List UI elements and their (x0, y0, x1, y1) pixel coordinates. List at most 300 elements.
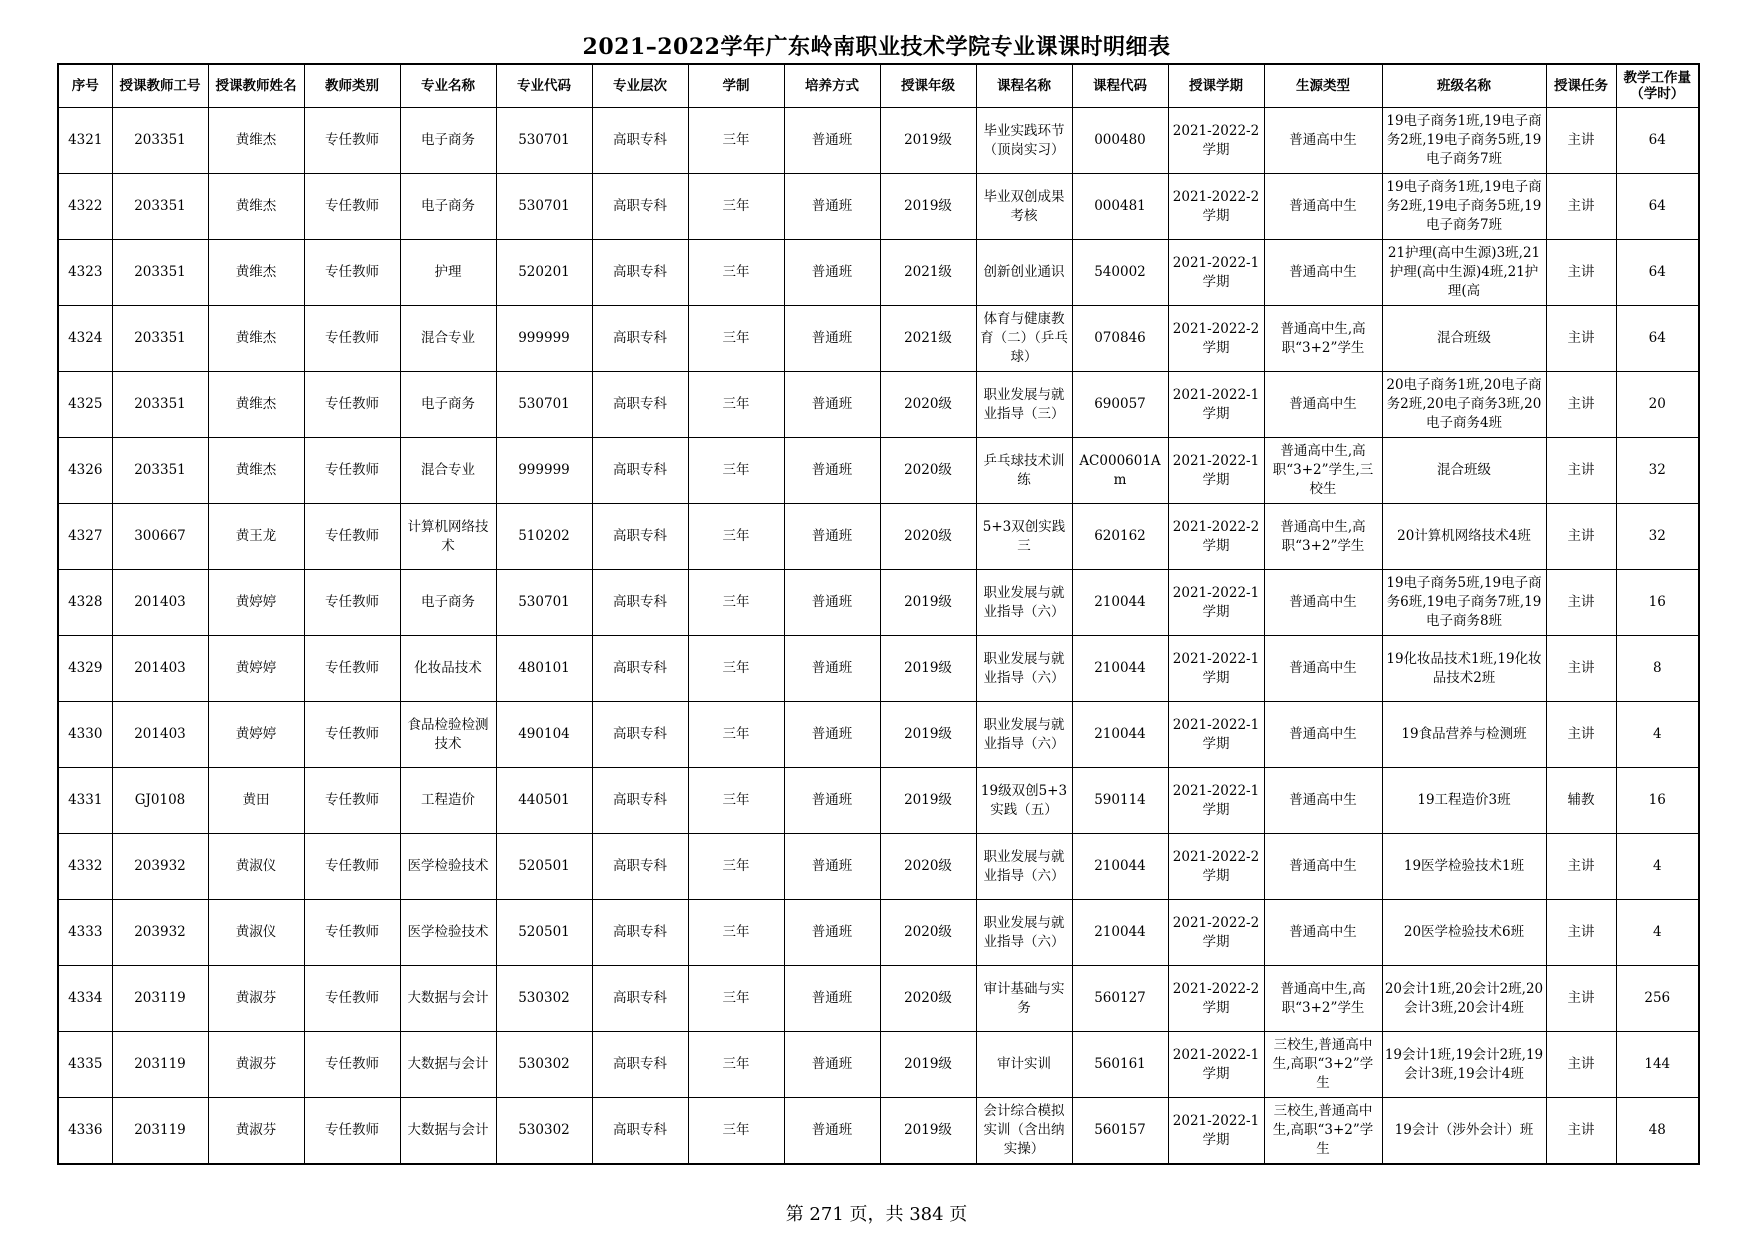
cell-text: 高职专科 (613, 594, 667, 610)
table-cell (976, 306, 1072, 372)
cell-text: 510202 (518, 528, 570, 544)
cell-text: 主讲 (1567, 990, 1595, 1006)
table-cell (304, 570, 400, 636)
table-cell (1546, 570, 1616, 636)
table-cell (112, 966, 208, 1032)
table-cell (1264, 240, 1382, 306)
cell-text: 主讲 (1567, 132, 1595, 148)
cell-text: 普通班 (811, 726, 853, 742)
cell-text: 4333 (68, 924, 103, 940)
cell-text: 2020级 (904, 924, 952, 940)
cell-text: 审计实训 (997, 1056, 1051, 1072)
cell-text: 4335 (68, 1056, 103, 1072)
table-cell (1264, 636, 1382, 702)
table-row (58, 372, 1699, 438)
cell-text: 2021级 (904, 264, 952, 280)
table-cell (58, 900, 112, 966)
table-cell (976, 108, 1072, 174)
table-row (58, 702, 1699, 768)
table-cell (1168, 174, 1264, 240)
cell-text: 4328 (68, 594, 103, 610)
table-cell (976, 1032, 1072, 1098)
cell-text: 电子商务 (421, 396, 475, 412)
cell-text: 专任教师 (325, 990, 379, 1006)
table-cell (592, 504, 688, 570)
table-cell (208, 504, 304, 570)
table-cell (304, 504, 400, 570)
cell-text: 普通班 (811, 462, 853, 478)
course-hours-table (57, 63, 1700, 1165)
table-cell (1382, 438, 1546, 504)
cell-text: 普通班 (811, 924, 853, 940)
cell-text: 普通高中生 (1289, 264, 1357, 280)
table-cell (976, 834, 1072, 900)
cell-text: 201403 (134, 594, 186, 610)
table-cell (592, 1098, 688, 1165)
cell-text: 黄维杰 (235, 330, 277, 346)
column-header: 授课教师工号 (112, 64, 208, 108)
cell-text: 普通班 (811, 132, 853, 148)
table-cell (304, 1032, 400, 1098)
table-cell (304, 306, 400, 372)
column-header: 培养方式 (784, 64, 880, 108)
table-cell (208, 570, 304, 636)
cell-text: 4 (1652, 858, 1662, 874)
table-cell (58, 240, 112, 306)
cell-text: 专任教师 (325, 330, 379, 346)
cell-text: 大数据与会计 (407, 1122, 489, 1138)
cell-text: 主讲 (1567, 528, 1595, 544)
table-cell (688, 966, 784, 1032)
cell-text: 普通高中生,高职“3+2”学生 (1280, 320, 1366, 356)
cell-text: 高职专科 (613, 858, 667, 874)
table-cell (688, 636, 784, 702)
table-cell (400, 108, 496, 174)
cell-text: 会计综合模拟实训（含出纳实操） (983, 1103, 1065, 1157)
cell-text: 203351 (134, 132, 186, 148)
table-cell (976, 570, 1072, 636)
cell-text: 专任教师 (325, 858, 379, 874)
cell-text: 普通高中生,高职“3+2”学生 (1280, 518, 1366, 554)
table-cell (784, 636, 880, 702)
table-cell (1264, 966, 1382, 1032)
table-cell (880, 900, 976, 966)
cell-text: 19化妆品技术1班,19化妆品技术2班 (1386, 650, 1542, 686)
table-cell (1616, 174, 1699, 240)
table-cell (1264, 834, 1382, 900)
table-cell (208, 174, 304, 240)
cell-text: 530302 (518, 1056, 570, 1072)
table-cell (1546, 504, 1616, 570)
cell-text: 普通班 (811, 858, 853, 874)
cell-text: 20会计1班,20会计2班,20会计3班,20会计4班 (1384, 980, 1544, 1016)
table-cell (592, 372, 688, 438)
cell-text: 三年 (722, 594, 750, 610)
table-cell (58, 768, 112, 834)
table-cell (1264, 372, 1382, 438)
column-header: 教师类别 (304, 64, 400, 108)
cell-text: 普通班 (811, 264, 853, 280)
cell-text: 黄淑仪 (235, 858, 277, 874)
table-cell (1382, 504, 1546, 570)
table-cell (208, 306, 304, 372)
cell-text: 64 (1648, 264, 1666, 280)
cell-text: 黄维杰 (235, 198, 277, 214)
table-cell (1264, 108, 1382, 174)
table-cell (1264, 702, 1382, 768)
table-cell (880, 834, 976, 900)
table-cell (496, 438, 592, 504)
cell-text: AC000601Am (1079, 452, 1161, 488)
table-cell (784, 966, 880, 1032)
table-cell (1168, 768, 1264, 834)
table-cell (976, 768, 1072, 834)
cell-text: 主讲 (1567, 264, 1595, 280)
cell-text: 黄淑芬 (235, 1056, 277, 1072)
cell-text: 520501 (518, 858, 570, 874)
table-cell (112, 174, 208, 240)
table-cell (1382, 702, 1546, 768)
table-cell (976, 240, 1072, 306)
cell-text: 540002 (1094, 264, 1146, 280)
table-cell (304, 372, 400, 438)
cell-text: 203351 (134, 396, 186, 412)
cell-text: 2021-2022-2学期 (1172, 320, 1260, 356)
table-cell (304, 636, 400, 702)
table-cell (208, 1032, 304, 1098)
table-cell (400, 900, 496, 966)
table-cell (784, 174, 880, 240)
cell-text: 主讲 (1567, 1056, 1595, 1072)
cell-text: 530302 (518, 1122, 570, 1138)
cell-text: 三年 (722, 990, 750, 1006)
table-cell (592, 834, 688, 900)
cell-text: 电子商务 (421, 132, 475, 148)
table-cell (880, 174, 976, 240)
table-cell (112, 240, 208, 306)
table-cell (688, 174, 784, 240)
table-cell (688, 372, 784, 438)
cell-text: 4322 (68, 198, 103, 214)
table-cell (784, 702, 880, 768)
table-cell (784, 438, 880, 504)
table-cell (496, 636, 592, 702)
table-cell (496, 966, 592, 1032)
cell-text: 专任教师 (325, 594, 379, 610)
table-cell (304, 834, 400, 900)
table-cell (1546, 174, 1616, 240)
table-cell (976, 966, 1072, 1032)
table-cell (208, 372, 304, 438)
cell-text: 620162 (1094, 528, 1146, 544)
cell-text: 审计基础与实务 (983, 980, 1065, 1016)
table-cell (1072, 1098, 1168, 1165)
cell-text: 4326 (68, 462, 103, 478)
table-cell (1072, 768, 1168, 834)
table-cell (1168, 1098, 1264, 1165)
table-cell (976, 438, 1072, 504)
table-cell (592, 768, 688, 834)
table-cell (112, 900, 208, 966)
table-cell (304, 174, 400, 240)
cell-text: 2021-2022-1学期 (1172, 782, 1260, 818)
table-row (58, 1032, 1699, 1098)
table-cell (976, 900, 1072, 966)
cell-text: 210044 (1094, 726, 1146, 742)
cell-text: 16 (1648, 792, 1666, 808)
column-header: 授课任务 (1546, 64, 1616, 108)
table-cell (1264, 504, 1382, 570)
table-cell (304, 108, 400, 174)
table-cell (400, 768, 496, 834)
cell-text: 高职专科 (613, 924, 667, 940)
table-cell (496, 570, 592, 636)
cell-text: 黄淑仪 (235, 924, 277, 940)
column-header: 专业层次 (592, 64, 688, 108)
table-cell (58, 438, 112, 504)
cell-text: 黄婷婷 (235, 726, 277, 742)
table-cell (496, 174, 592, 240)
cell-text: 专任教师 (325, 462, 379, 478)
table-cell (784, 768, 880, 834)
table-cell (112, 306, 208, 372)
cell-text: 2019级 (904, 660, 952, 676)
cell-text: 高职专科 (613, 1056, 667, 1072)
cell-text: 530701 (518, 396, 570, 412)
cell-text: 4330 (68, 726, 103, 742)
cell-text: 2021-2022-2学期 (1172, 980, 1260, 1016)
table-cell (496, 900, 592, 966)
cell-text: 2021级 (904, 330, 952, 346)
table-cell (1264, 174, 1382, 240)
table-cell (58, 966, 112, 1032)
table-cell (880, 702, 976, 768)
cell-text: 辅教 (1567, 792, 1595, 808)
table-cell (688, 1032, 784, 1098)
table-cell (1616, 240, 1699, 306)
table-cell (112, 504, 208, 570)
cell-text: 2019级 (904, 198, 952, 214)
cell-text: 三年 (722, 264, 750, 280)
table-cell (1264, 570, 1382, 636)
cell-text: 专任教师 (325, 396, 379, 412)
cell-text: 210044 (1094, 660, 1146, 676)
cell-text: 203351 (134, 462, 186, 478)
table-cell (112, 438, 208, 504)
table-cell (784, 306, 880, 372)
cell-text: 普通高中生,高职“3+2”学生,三校生 (1272, 443, 1374, 497)
cell-text: 20 (1648, 396, 1666, 412)
table-cell (1072, 1032, 1168, 1098)
cell-text: 203932 (134, 924, 186, 940)
column-header: 生源类型 (1264, 64, 1382, 108)
cell-text: 4325 (68, 396, 103, 412)
cell-text: 三年 (722, 1056, 750, 1072)
cell-text: 203119 (134, 990, 186, 1006)
cell-text: 三年 (722, 462, 750, 478)
table-cell (1072, 108, 1168, 174)
table-cell (1616, 834, 1699, 900)
table-cell (496, 240, 592, 306)
table-cell (1072, 240, 1168, 306)
cell-text: 210044 (1094, 594, 1146, 610)
table-cell (208, 438, 304, 504)
table-cell (592, 570, 688, 636)
table-cell (208, 768, 304, 834)
cell-text: 201403 (134, 660, 186, 676)
table-cell (1546, 834, 1616, 900)
cell-text: 职业发展与就业指导（六） (983, 914, 1065, 950)
column-header: 授课年级 (880, 64, 976, 108)
cell-text: 4 (1652, 924, 1662, 940)
table-cell (784, 834, 880, 900)
column-header: 序号 (58, 64, 112, 108)
cell-text: 000480 (1094, 132, 1146, 148)
cell-text: 普通高中生 (1289, 660, 1357, 676)
cell-text: 电子商务 (421, 594, 475, 610)
cell-text: 高职专科 (613, 132, 667, 148)
cell-text: 普通高中生,高职“3+2”学生 (1280, 980, 1366, 1016)
table-cell (112, 1032, 208, 1098)
cell-text: 高职专科 (613, 1122, 667, 1138)
table-cell (208, 240, 304, 306)
table-cell (688, 306, 784, 372)
table-cell (1546, 372, 1616, 438)
cell-text: 计算机网络技术 (407, 518, 489, 554)
table-cell (58, 174, 112, 240)
cell-text: 070846 (1094, 330, 1146, 346)
cell-text: 2021-2022-2学期 (1172, 848, 1260, 884)
table-row (58, 438, 1699, 504)
cell-text: 203119 (134, 1122, 186, 1138)
cell-text: 16 (1648, 594, 1666, 610)
table-cell (400, 702, 496, 768)
cell-text: 主讲 (1567, 396, 1595, 412)
cell-text: 210044 (1094, 858, 1146, 874)
cell-text: 520501 (518, 924, 570, 940)
cell-text: 64 (1648, 330, 1666, 346)
cell-text: 毕业双创成果考核 (983, 188, 1065, 224)
cell-text: 普通高中生 (1289, 132, 1357, 148)
table-cell (1616, 108, 1699, 174)
table-cell (592, 636, 688, 702)
column-header: 教学工作量（学时） (1616, 64, 1699, 108)
cell-text: 体育与健康教育（二）（乒乓球） (980, 311, 1068, 365)
cell-text: 主讲 (1567, 594, 1595, 610)
table-cell (976, 1098, 1072, 1165)
cell-text: 大数据与会计 (407, 990, 489, 1006)
cell-text: 高职专科 (613, 990, 667, 1006)
table-cell (784, 240, 880, 306)
table-cell (1616, 1032, 1699, 1098)
table-row (58, 1098, 1699, 1165)
cell-text: 2019级 (904, 792, 952, 808)
table-cell (208, 636, 304, 702)
cell-text: 普通班 (811, 990, 853, 1006)
cell-text: 三年 (722, 924, 750, 940)
cell-text: 560161 (1094, 1056, 1146, 1072)
cell-text: 203351 (134, 198, 186, 214)
cell-text: 创新创业通识 (983, 264, 1065, 280)
table-cell (784, 1098, 880, 1165)
column-header: 专业名称 (400, 64, 496, 108)
table-cell (976, 174, 1072, 240)
cell-text: 高职专科 (613, 264, 667, 280)
table-cell (1382, 1032, 1546, 1098)
cell-text: 普通高中生 (1289, 924, 1357, 940)
table-cell (400, 636, 496, 702)
table-cell (688, 438, 784, 504)
cell-text: 4327 (68, 528, 103, 544)
table-row (58, 306, 1699, 372)
cell-text: 2020级 (904, 396, 952, 412)
cell-text: 20电子商务1班,20电子商务2班,20电子商务3班,20电子商务4班 (1386, 377, 1542, 431)
cell-text: 专任教师 (325, 1056, 379, 1072)
cell-text: 专任教师 (325, 1122, 379, 1138)
table-cell (880, 438, 976, 504)
cell-text: 职业发展与就业指导（六） (983, 716, 1065, 752)
cell-text: 普通班 (811, 396, 853, 412)
cell-text: 203932 (134, 858, 186, 874)
table-cell (58, 1098, 112, 1165)
cell-text: 2019级 (904, 1056, 952, 1072)
table-cell (208, 1098, 304, 1165)
cell-text: 19医学检验技术1班 (1403, 858, 1525, 874)
table-cell (1168, 570, 1264, 636)
cell-text: 三校生,普通高中生,高职“3+2”学生 (1272, 1103, 1374, 1157)
cell-text: 高职专科 (613, 330, 667, 346)
cell-text: 4323 (68, 264, 103, 280)
cell-text: 2021-2022-1学期 (1172, 650, 1260, 686)
cell-text: 黄维杰 (235, 462, 277, 478)
table-row (58, 570, 1699, 636)
page-title: 2021–2022学年广东岭南职业技术学院专业课课时明细表 (582, 34, 1171, 60)
table-cell (1072, 702, 1168, 768)
cell-text: 2021-2022-1学期 (1172, 386, 1260, 422)
cell-text: 5+3双创实践三 (982, 518, 1066, 554)
cell-text: 2021-2022-1学期 (1172, 452, 1260, 488)
table-cell (1072, 372, 1168, 438)
cell-text: 三年 (722, 528, 750, 544)
table-cell (1072, 900, 1168, 966)
table-cell (58, 504, 112, 570)
cell-text: 普通班 (811, 594, 853, 610)
table-cell (58, 1032, 112, 1098)
table-cell (1382, 768, 1546, 834)
cell-text: 主讲 (1567, 924, 1595, 940)
table-cell (496, 306, 592, 372)
cell-text: 2020级 (904, 462, 952, 478)
cell-text: 三年 (722, 396, 750, 412)
table-cell (1616, 702, 1699, 768)
table-cell (496, 372, 592, 438)
table-cell (1382, 834, 1546, 900)
column-header: 授课学期 (1168, 64, 1264, 108)
table-cell (400, 438, 496, 504)
table-cell (400, 372, 496, 438)
table-cell (592, 900, 688, 966)
cell-text: 8 (1652, 660, 1662, 676)
cell-text: 专任教师 (325, 264, 379, 280)
cell-text: 2021-2022-1学期 (1172, 584, 1260, 620)
table-cell (496, 834, 592, 900)
table-cell (1546, 966, 1616, 1032)
table-cell (496, 1098, 592, 1165)
cell-text: 三年 (722, 858, 750, 874)
cell-text: 电子商务 (421, 198, 475, 214)
cell-text: 530701 (518, 198, 570, 214)
cell-text: 560157 (1094, 1122, 1146, 1138)
